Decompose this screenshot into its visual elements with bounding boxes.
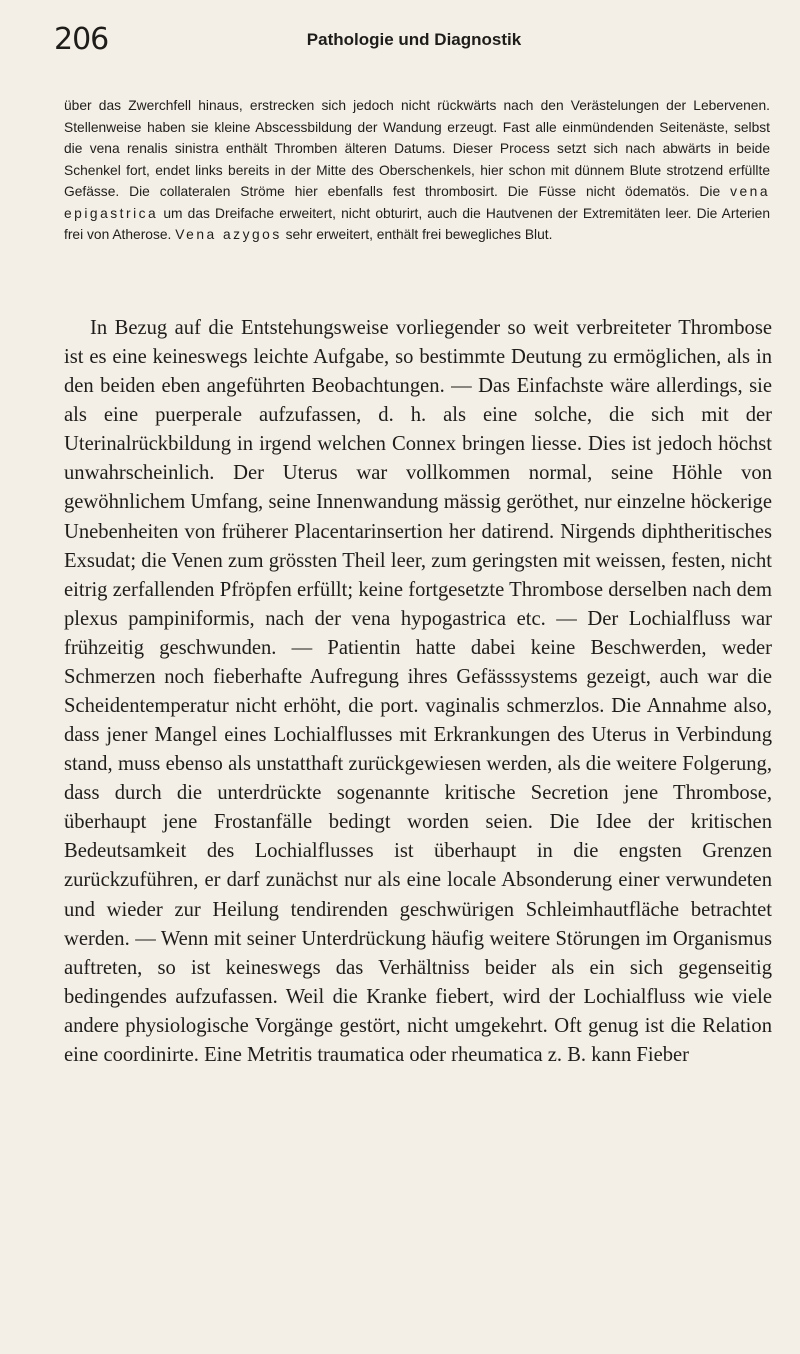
small-text-part3: sehr erweitert, enthält frei bewegliches Blut.: [281, 227, 553, 242]
page-header: [54, 22, 774, 62]
running-head: Pathologie und Diagnostik: [306, 30, 522, 49]
term-vena-epigastrica: vena epigastrica: [64, 184, 770, 221]
term-vena-azygos: Vena azygos: [175, 227, 282, 242]
small-text-part2: um das Dreifache erweitert, nicht obturirt, auch die Hautvenen der Extremitäten leer. Die Arterien frei von Atherose.: [64, 205, 770, 242]
page-number: 206: [54, 22, 109, 57]
small-text-part1: über das Zwerchfell hinaus, erstrecken sich jedoch nicht rückwärts nach den Verästelungen der Lebervenen. Stellenweise haben sie kleine Abscessbildung der Wandung erzeugt. Fast alle einmündenden Seitenäste, selbst die vena renalis sinistra enthält Thromben älteren Datums. Dieser Process setzt sich nach abwärts in beide Schenkel fort, endet links bereits in der Mitte des Oberschenkels, hier schon mit dünnem Blute strotzend erfüllte Gefässe. Die collateralen Ströme hier ebenfalls fest thrombosirt. Die Füsse nicht ödematös. Die: [64, 98, 770, 199]
main-paragraph: [64, 314, 772, 1070]
case-report-paragraph: [64, 95, 770, 246]
main-paragraph-text: In Bezug auf die Entstehungsweise vorliegender so weit verbreiteter Thrombose ist es eine keineswegs leichte Aufgabe, so bestimmte Deutung zu ermöglichen, als in den beiden eben angeführten Beobachtungen. — Das Einfachste wäre allerdings, sie als eine puerperale aufzufassen, d. h. als eine solche, die sich mit der Uterinalrückbildung in irgend welchen Connex bringen liesse. Dies ist jedoch höchst unwahrscheinlich. Der Uterus war vollkommen normal, seine Höhle von gewöhnlichem Umfang, seine Innenwandung mässig geröthet, nur einzelne höckerige Unebenheiten von früherer Placentarinsertion her datirend. Nirgends diphtheritisches Exsudat; die Venen zum grössten Theil leer, zum geringsten mit weissen, festen, nicht eitrig zerfallenden Pfröpfen erfüllt; keine fortgesetzte Thrombose derselben nach dem plexus pampiniformis, nach der vena hypogastrica etc. — Der Lochialfluss war frühzeitig geschwunden. — Patientin hatte dabei keine Beschwerden, weder Schmerzen noch fieberhafte Aufregung ihres Gefässsystems gezeigt, auch war die Scheidentemperatur nicht erhöht, die port. vaginalis schmerzlos. Die Annahme also, dass jener Mangel eines Lochialflusses mit Erkrankungen des Uterus in Verbindung stand, muss ebenso als unstatthaft zurückgewiesen werden, als die weitere Folgerung, dass durch die unterdrückte sogenannte kritische Secretion jene Thrombose, überhaupt jene Frostanfälle bedingt worden seien. Die Idee der kritischen Bedeutsamkeit des Lochialflusses ist überhaupt in die engsten Grenzen zurückzuführen, er darf zunächst nur als eine locale Absonderung einer verwundeten und wieder zur Heilung tendirenden geschwürigen Schleimhautfläche betrachtet werden. — Wenn mit seiner Unterdrückung häufig weitere Störungen im Organismus auftreten, so ist keineswegs das Verhältniss beider als ein sich gegenseitig bedingendes aufzufassen. Weil die Kranke fiebert, wird der Lochialfluss wie viele andere physiologische Vorgänge gestört, nicht umgekehrt. Oft genug ist die Relation eine coordinirte. Eine Metritis traumatica oder rheumatica z. B. kann Fieber: [64, 317, 772, 1066]
